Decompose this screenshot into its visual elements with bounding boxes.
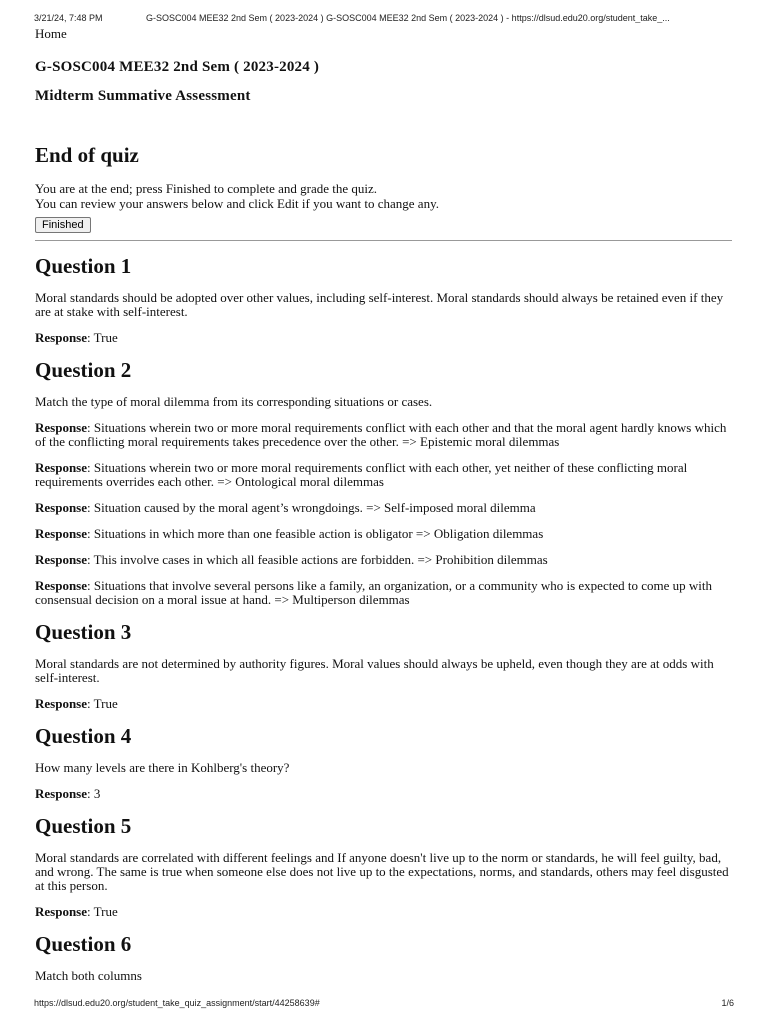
question-3: [35, 619, 732, 711]
response: Response: Situations wherein two or more moral requirements conflict with each other, yet neither of these conflicting moral requirements overrides each other. => Ontological moral dilemmas: [35, 460, 688, 489]
response-label: Response: [35, 578, 88, 593]
question-text: Match the type of moral dilemma from its corresponding situations or cases.: [35, 394, 433, 409]
response-label: Response: [35, 552, 88, 567]
response: Response: Situations wherein two or more moral requirements conflict with each other and that the moral agent hardly knows which of the conflicting moral requirements takes precedence over the other. => Epistemic moral dilemmas: [35, 420, 727, 449]
response-value: Situations wherein two or more moral requirements conflict with each other and that the moral agent hardly knows which of the conflicting moral requirements takes precedence over the other. => Epistemic moral dilemmas: [35, 420, 727, 449]
response-value: This involve cases in which all feasible actions are forbidden. => Prohibition dilemmas: [93, 552, 548, 567]
course-title: G-SOSC004 MEE32 2nd Sem ( 2023-2024 ): [35, 59, 320, 75]
response-value: 3: [93, 786, 101, 801]
response-label: Response: [35, 420, 88, 435]
question-text: Moral standards are not determined by authority figures. Moral values should always be upheld, even though they are at odds with self-interest.: [35, 656, 714, 685]
response-value: True: [93, 330, 118, 345]
question-4: [35, 723, 732, 801]
response: Response: Situations that involve several persons like a family, an organization, or a community who is expected to come up with consensual decision on a moral issue at hand. => Multiperson dilemmas: [35, 578, 712, 607]
question-5: [35, 813, 732, 919]
print-url: https://dlsud.edu20.org/student_take_quiz_assignment/start/44258639#: [34, 998, 320, 1008]
question-title: Question 6: [35, 932, 132, 956]
response-label: Response: [35, 500, 88, 515]
response-value: Situations that involve several persons like a family, an organization, or a community who is expected to come up with consensual decision on a moral issue at hand. => Multiperson dilemmas: [35, 578, 712, 607]
print-page-title: G-SOSC004 MEE32 2nd Sem ( 2023-2024 ) G-SOSC004 MEE32 2nd Sem ( 2023-2024 ) - https://dlsud.edu20.org/student_take_...: [146, 13, 670, 23]
response: Response: True: [35, 696, 118, 711]
question-text: Moral standards are correlated with different feelings and If anyone doesn't live up to the norm or standards, he will feel guilty, bad, and wrong. The same is true when someone else does not live up to the expectations, norms, and standards, others may feel disgusted at this person.: [35, 850, 729, 893]
question-title: Question 2: [35, 358, 132, 382]
assessment-title: Midterm Summative Assessment: [35, 88, 251, 104]
response-value: Situation caused by the moral agent’s wrongdoings. => Self-imposed moral dilemma: [93, 500, 536, 515]
instruction-line-1: You are at the end; press Finished to complete and grade the quiz.: [35, 181, 378, 196]
end-of-quiz-heading: End of quiz: [35, 143, 139, 167]
divider: [35, 240, 732, 241]
response-label: Response: [35, 330, 88, 345]
question-title: Question 3: [35, 620, 132, 644]
response-label: Response: [35, 786, 88, 801]
print-header: [34, 13, 734, 23]
quiz-instructions: [35, 181, 732, 211]
home-link[interactable]: Home: [35, 26, 67, 41]
page-number: 1/6: [721, 998, 734, 1008]
main-content: [35, 26, 732, 983]
response-value: True: [93, 904, 118, 919]
response: Response: True: [35, 904, 118, 919]
question-6: [35, 931, 732, 983]
instruction-line-2: You can review your answers below and click Edit if you want to change any.: [35, 196, 439, 211]
response: Response: Situation caused by the moral agent’s wrongdoings. => Self-imposed moral dilemma: [35, 500, 536, 515]
response-value: True: [93, 696, 118, 711]
question-2: [35, 357, 732, 607]
response: Response: This involve cases in which all feasible actions are forbidden. => Prohibition dilemmas: [35, 552, 548, 567]
response-label: Response: [35, 460, 88, 475]
response: Response: Situations in which more than one feasible action is obligator => Obligation dilemmas: [35, 526, 544, 541]
print-datetime: 3/21/24, 7:48 PM: [34, 13, 103, 23]
question-title: Question 4: [35, 724, 132, 748]
question-1: [35, 253, 732, 345]
print-footer: [34, 998, 734, 1008]
response-value: Situations wherein two or more moral requirements conflict with each other, yet neither of these conflicting moral requirements overrides each other. => Ontological moral dilemmas: [35, 460, 688, 489]
response-label: Response: [35, 904, 88, 919]
response-value: Situations in which more than one feasible action is obligator => Obligation dilemmas: [93, 526, 544, 541]
question-title: Question 1: [35, 254, 132, 278]
finished-button[interactable]: Finished: [35, 217, 91, 233]
question-text: Match both columns: [35, 968, 142, 983]
question-text: Moral standards should be adopted over other values, including self-interest. Moral standards should always be retained even if they are at stake with self-interest.: [35, 290, 724, 319]
response: Response: True: [35, 330, 118, 345]
response-label: Response: [35, 696, 88, 711]
question-text: How many levels are there in Kohlberg's theory?: [35, 760, 290, 775]
response: Response: 3: [35, 786, 101, 801]
question-title: Question 5: [35, 814, 132, 838]
response-label: Response: [35, 526, 88, 541]
